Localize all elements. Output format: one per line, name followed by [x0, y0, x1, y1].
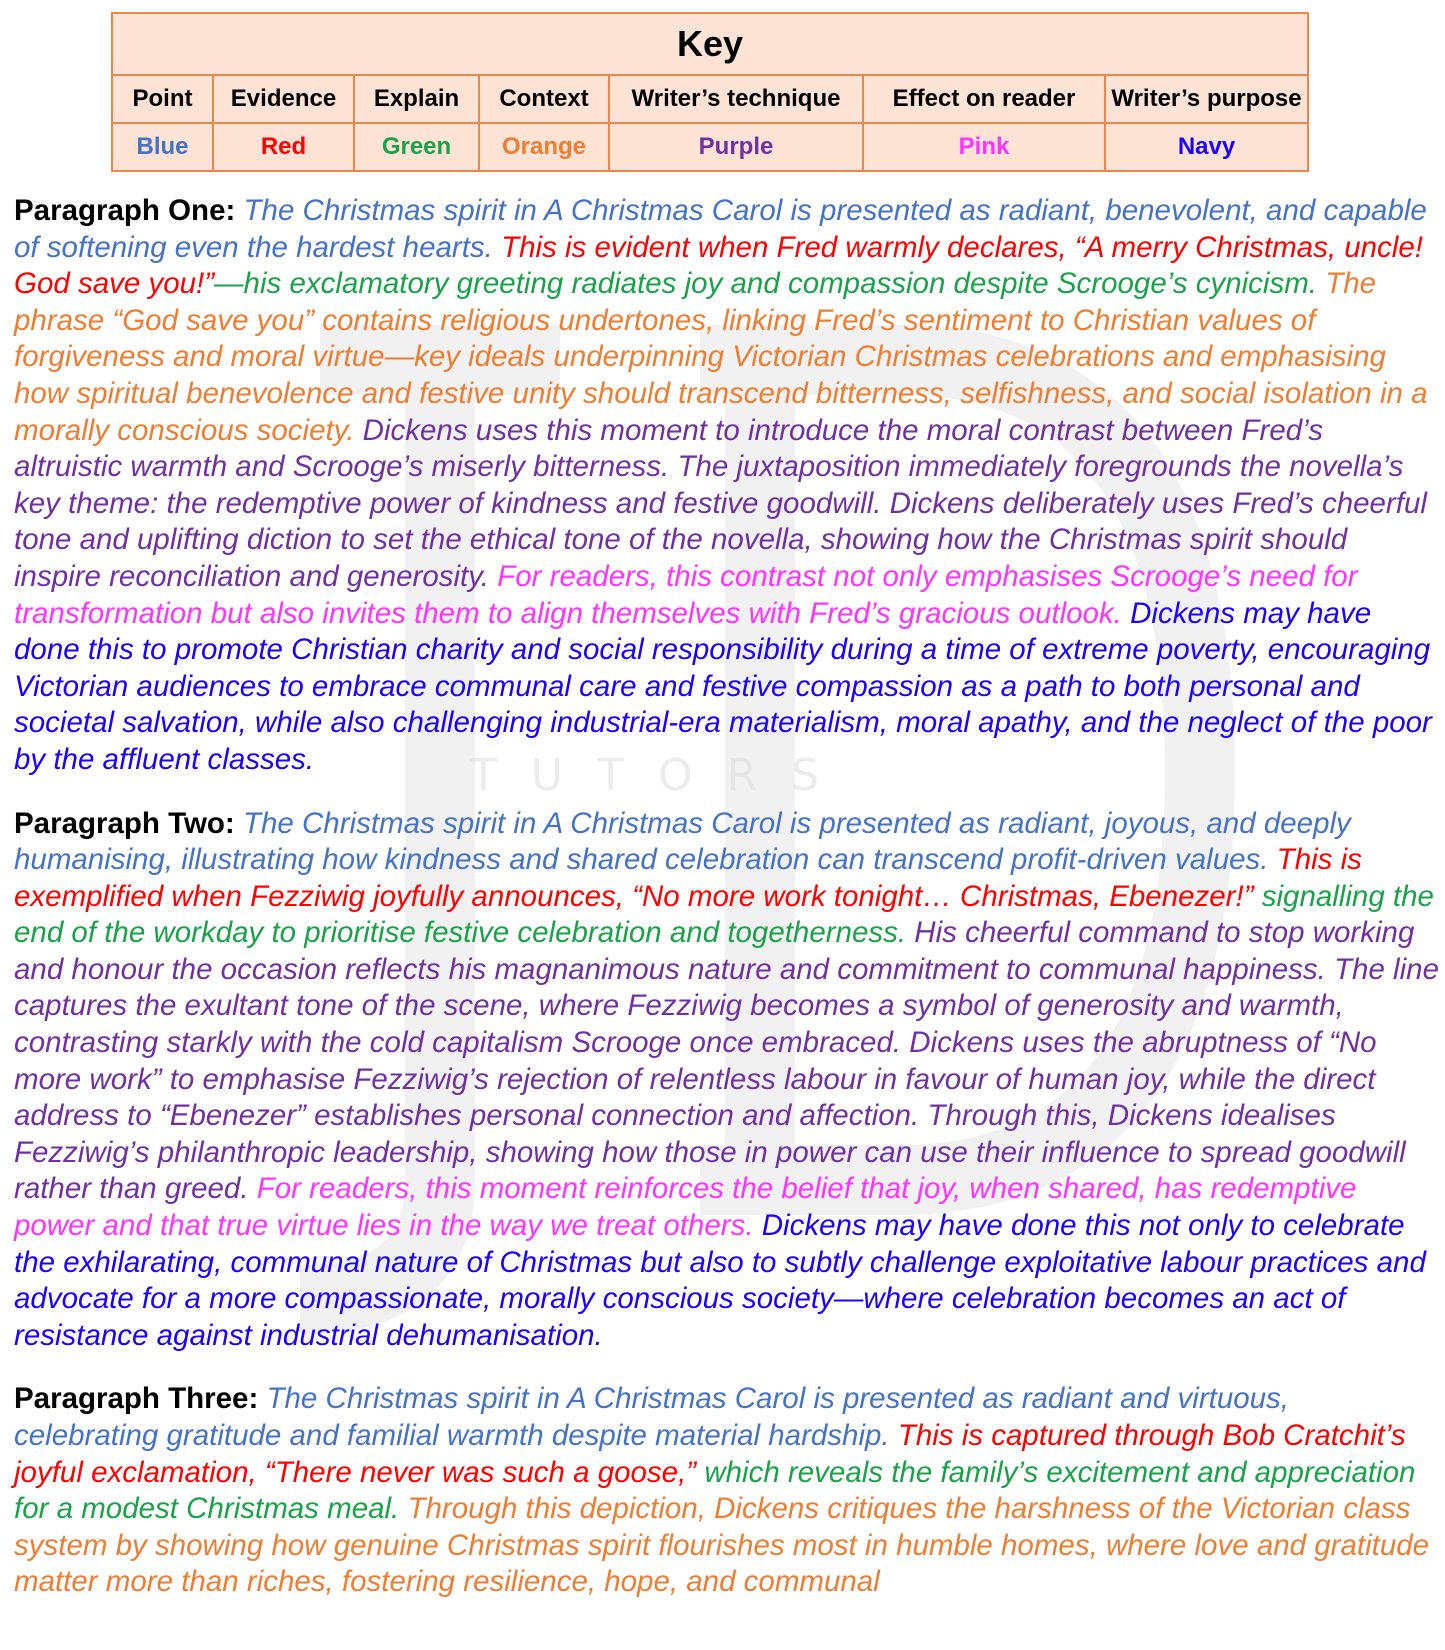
key-label-purpose: Writer’s purpose	[1105, 75, 1308, 123]
paragraph-heading: Paragraph One	[14, 194, 226, 227]
key-label-point: Point	[112, 75, 213, 123]
paragraph-two: Paragraph Two: The Christmas spirit in A Christmas Carol is presented as radiant, joyous, and deeply humanising, illustrating how kindness and shared celebration can transcend profit-driven values. This is exemplified when Fezziwig joyfully announces, “No more work tonight… Christmas, Ebenezer!” signalling the end of the workday to prioritise festive celebration and togetherness. His cheerful command to stop working and honour the occasion reflects his magnanimous nature and commitment to communal happiness. The line captures the exultant tone of the scene, where Fezziwig becomes a symbol of generosity and warmth, contrasting starkly with the cold capitalism Scrooge once embraced. Dickens uses the abruptness of “No more work” to emphasise Fezziwig’s rejection of relentless labour in favour of human joy, while the direct address to “Ebenezer” establishes personal connection and affection. Through this, Dickens idealises Fezziwig’s philanthropic leadership, showing how those in power can use their influence to spread goodwill rather than greed. For readers, this moment reinforces the belief that joy, when shared, has redemptive power and that true virtue lies in the way we treat others. Dickens may have done this not only to celebrate the exhilarating, communal nature of Christmas but also to subtly challenge exploitative labour practices and advocate for a more compassionate, morally conscious society—where celebration becomes an act of resistance against industrial dehumanisation.	[14, 806, 1439, 1352]
svg-text:TUTORS: TUTORS	[470, 750, 854, 801]
key-label-technique: Writer’s technique	[609, 75, 863, 123]
explain-text: which reveals the family’s excitement and appreciation for a modest Christmas meal.	[14, 1455, 1416, 1526]
paragraph-three: Paragraph Three: The Christmas spirit in A Christmas Carol is presented as radiant and virtuous, celebrating gratitude and familial warmth despite material hardship. This is captured through Bob Cratchit’s joyful exclamation, “There never was such a goose,” which reveals the family’s excitement and appreciation for a modest Christmas meal. Through this depiction, Dickens critiques the harshness of the Victorian class system by showing how genuine Christmas spirit flourishes most in humble homes, where love and gratitude matter more than riches, fostering resilience, hope, and communal	[14, 1382, 1430, 1599]
paragraph-heading: Paragraph Two	[14, 806, 225, 840]
essay-content	[14, 193, 1439, 1628]
purpose-text: Dickens may have done this to promote Christian charity and social responsibility during a time of extreme poverty, encouraging Victorian audiences to embrace communal care and festive compassion as a path to both personal and societal salvation, while also challenging industrial-era materialism, moral apathy, and the neglect of the poor by the affluent classes.	[14, 596, 1432, 776]
context-text: Through this depiction, Dickens critiques the harshness of the Victorian class system by showing how genuine Christmas spirit flourishes most in humble homes, where love and gratitude matter more than riches, fostering resilience, hope, and communal	[14, 1492, 1430, 1599]
key-color-green: Green	[354, 123, 479, 171]
key-table	[111, 12, 1309, 172]
technique-text: Dickens uses this moment to introduce the moral contrast between Fred’s altruistic warmth and Scrooge’s miserly bitterness. The juxtaposition immediately foregrounds the novella’s key theme: the redemptive power of kindness and festive goodwill. Dickens deliberately uses Fred’s cheerful tone and uplifting diction to set the ethical tone of the novella, showing how the Christmas spirit should inspire reconciliation and generosity.	[14, 413, 1427, 593]
technique-text: His cheerful command to stop working and honour the occasion reflects his magnanimous nature and commitment to communal happiness. The line captures the exultant tone of the scene, where Fezziwig becomes a symbol of generosity and warmth, contrasting starkly with the cold capitalism Scrooge once embraced. Dickens uses the abruptness of “No more work” to emphasise Fezziwig’s rejection of relentless labour in favour of human joy, while the direct address to “Ebenezer” establishes personal connection and affection. Through this, Dickens idealises Fezziwig’s philanthropic leadership, showing how those in power can use their influence to spread goodwill rather than greed.	[14, 916, 1439, 1206]
key-color-orange: Orange	[479, 123, 609, 171]
key-label-effect: Effect on reader	[863, 75, 1105, 123]
key-color-navy: Navy	[1105, 123, 1308, 171]
key-color-purple: Purple	[609, 123, 863, 171]
evidence-text: This is exemplified when Fezziwig joyfully announces, “No more work tonight… Christmas, Ebenezer!”	[14, 843, 1362, 913]
point-text: The Christmas spirit in A Christmas Carol is presented as radiant, benevolent, and capable of softening even the hardest hearts.	[14, 194, 1427, 264]
key-color-pink: Pink	[863, 123, 1105, 171]
context-text: The phrase “God save you” contains religious undertones, linking Fred’s sentiment to Christian values of forgiveness and moral virtue—key ideals underpinning Victorian Christmas celebrations and emphasising how spiritual benevolence and festive unity should transcend bitterness, selfishness, and social isolation in a morally conscious society.	[14, 267, 1428, 447]
key-color-row	[112, 123, 1308, 171]
evidence-text: This is captured through Bob Cratchit’s joyful exclamation, “There never was such a goose,”	[14, 1419, 1406, 1489]
explain-text: signalling the end of the workday to prioritise festive celebration and togetherness.	[14, 879, 1434, 950]
point-text: The Christmas spirit in A Christmas Carol is presented as radiant and virtuous, celebrating gratitude and familial warmth despite material hardship.	[14, 1382, 1290, 1452]
key-title: Key	[112, 13, 1308, 75]
evidence-text: This is evident when Fred warmly declares, “A merry Christmas, uncle! God save you!”	[14, 230, 1423, 301]
effect-text: For readers, this contrast not only emphasises Scrooge’s need for transformation but also invites them to align themselves with Fred’s gracious outlook.	[14, 559, 1358, 630]
key-label-evidence: Evidence	[213, 75, 354, 123]
key-color-blue: Blue	[112, 123, 213, 171]
key-header-row	[112, 75, 1308, 123]
key-label-explain: Explain	[354, 75, 479, 123]
point-text: The Christmas spirit in A Christmas Carol is presented as radiant, joyous, and deeply humanising, illustrating how kindness and shared celebration can transcend profit-driven values.	[14, 806, 1351, 877]
paragraph-one: Paragraph One: The Christmas spirit in A Christmas Carol is presented as radiant, benevolent, and capable of softening even the hardest hearts. This is evident when Fred warmly declares, “A merry Christmas, uncle! God save you!”—his exclamatory greeting radiates joy and compassion despite Scrooge’s cynicism. The phrase “God save you” contains religious undertones, linking Fred’s sentiment to Christian values of forgiveness and moral virtue—key ideals underpinning Victorian Christmas celebrations and emphasising how spiritual benevolence and festive unity should transcend bitterness, selfishness, and social isolation in a morally conscious society. Dickens uses this moment to introduce the moral contrast between Fred’s altruistic warmth and Scrooge’s miserly bitterness. The juxtaposition immediately foregrounds the novella’s key theme: the redemptive power of kindness and festive goodwill. Dickens deliberately uses Fred’s cheerful tone and uplifting diction to set the ethical tone of the novella, showing how the Christmas spirit should inspire reconciliation and generosity. For readers, this contrast not only emphasises Scrooge’s need for transformation but also invites them to align themselves with Fred’s gracious outlook. Dickens may have done this to promote Christian charity and social responsibility during a time of extreme poverty, encouraging Victorian audiences to embrace communal care and festive compassion as a path to both personal and societal salvation, while also challenging industrial-era materialism, moral apathy, and the neglect of the poor by the affluent classes.	[14, 194, 1432, 776]
effect-text: For readers, this moment reinforces the belief that joy, when shared, has redemptive power and that true virtue lies in the way we treat others.	[14, 1172, 1357, 1243]
explain-text: —his exclamatory greeting radiates joy and compassion despite Scrooge’s cynicism.	[214, 267, 1317, 301]
paragraph-heading: Paragraph Three	[14, 1382, 249, 1416]
key-color-red: Red	[213, 123, 354, 171]
key-label-context: Context	[479, 75, 609, 123]
purpose-text: Dickens may have done this not only to celebrate the exhilarating, communal nature of Christmas but also to subtly challenge exploitative labour practices and advocate for a more compassionate, morally conscious society—where celebration becomes an act of resistance against industrial dehumanisation.	[14, 1209, 1426, 1352]
